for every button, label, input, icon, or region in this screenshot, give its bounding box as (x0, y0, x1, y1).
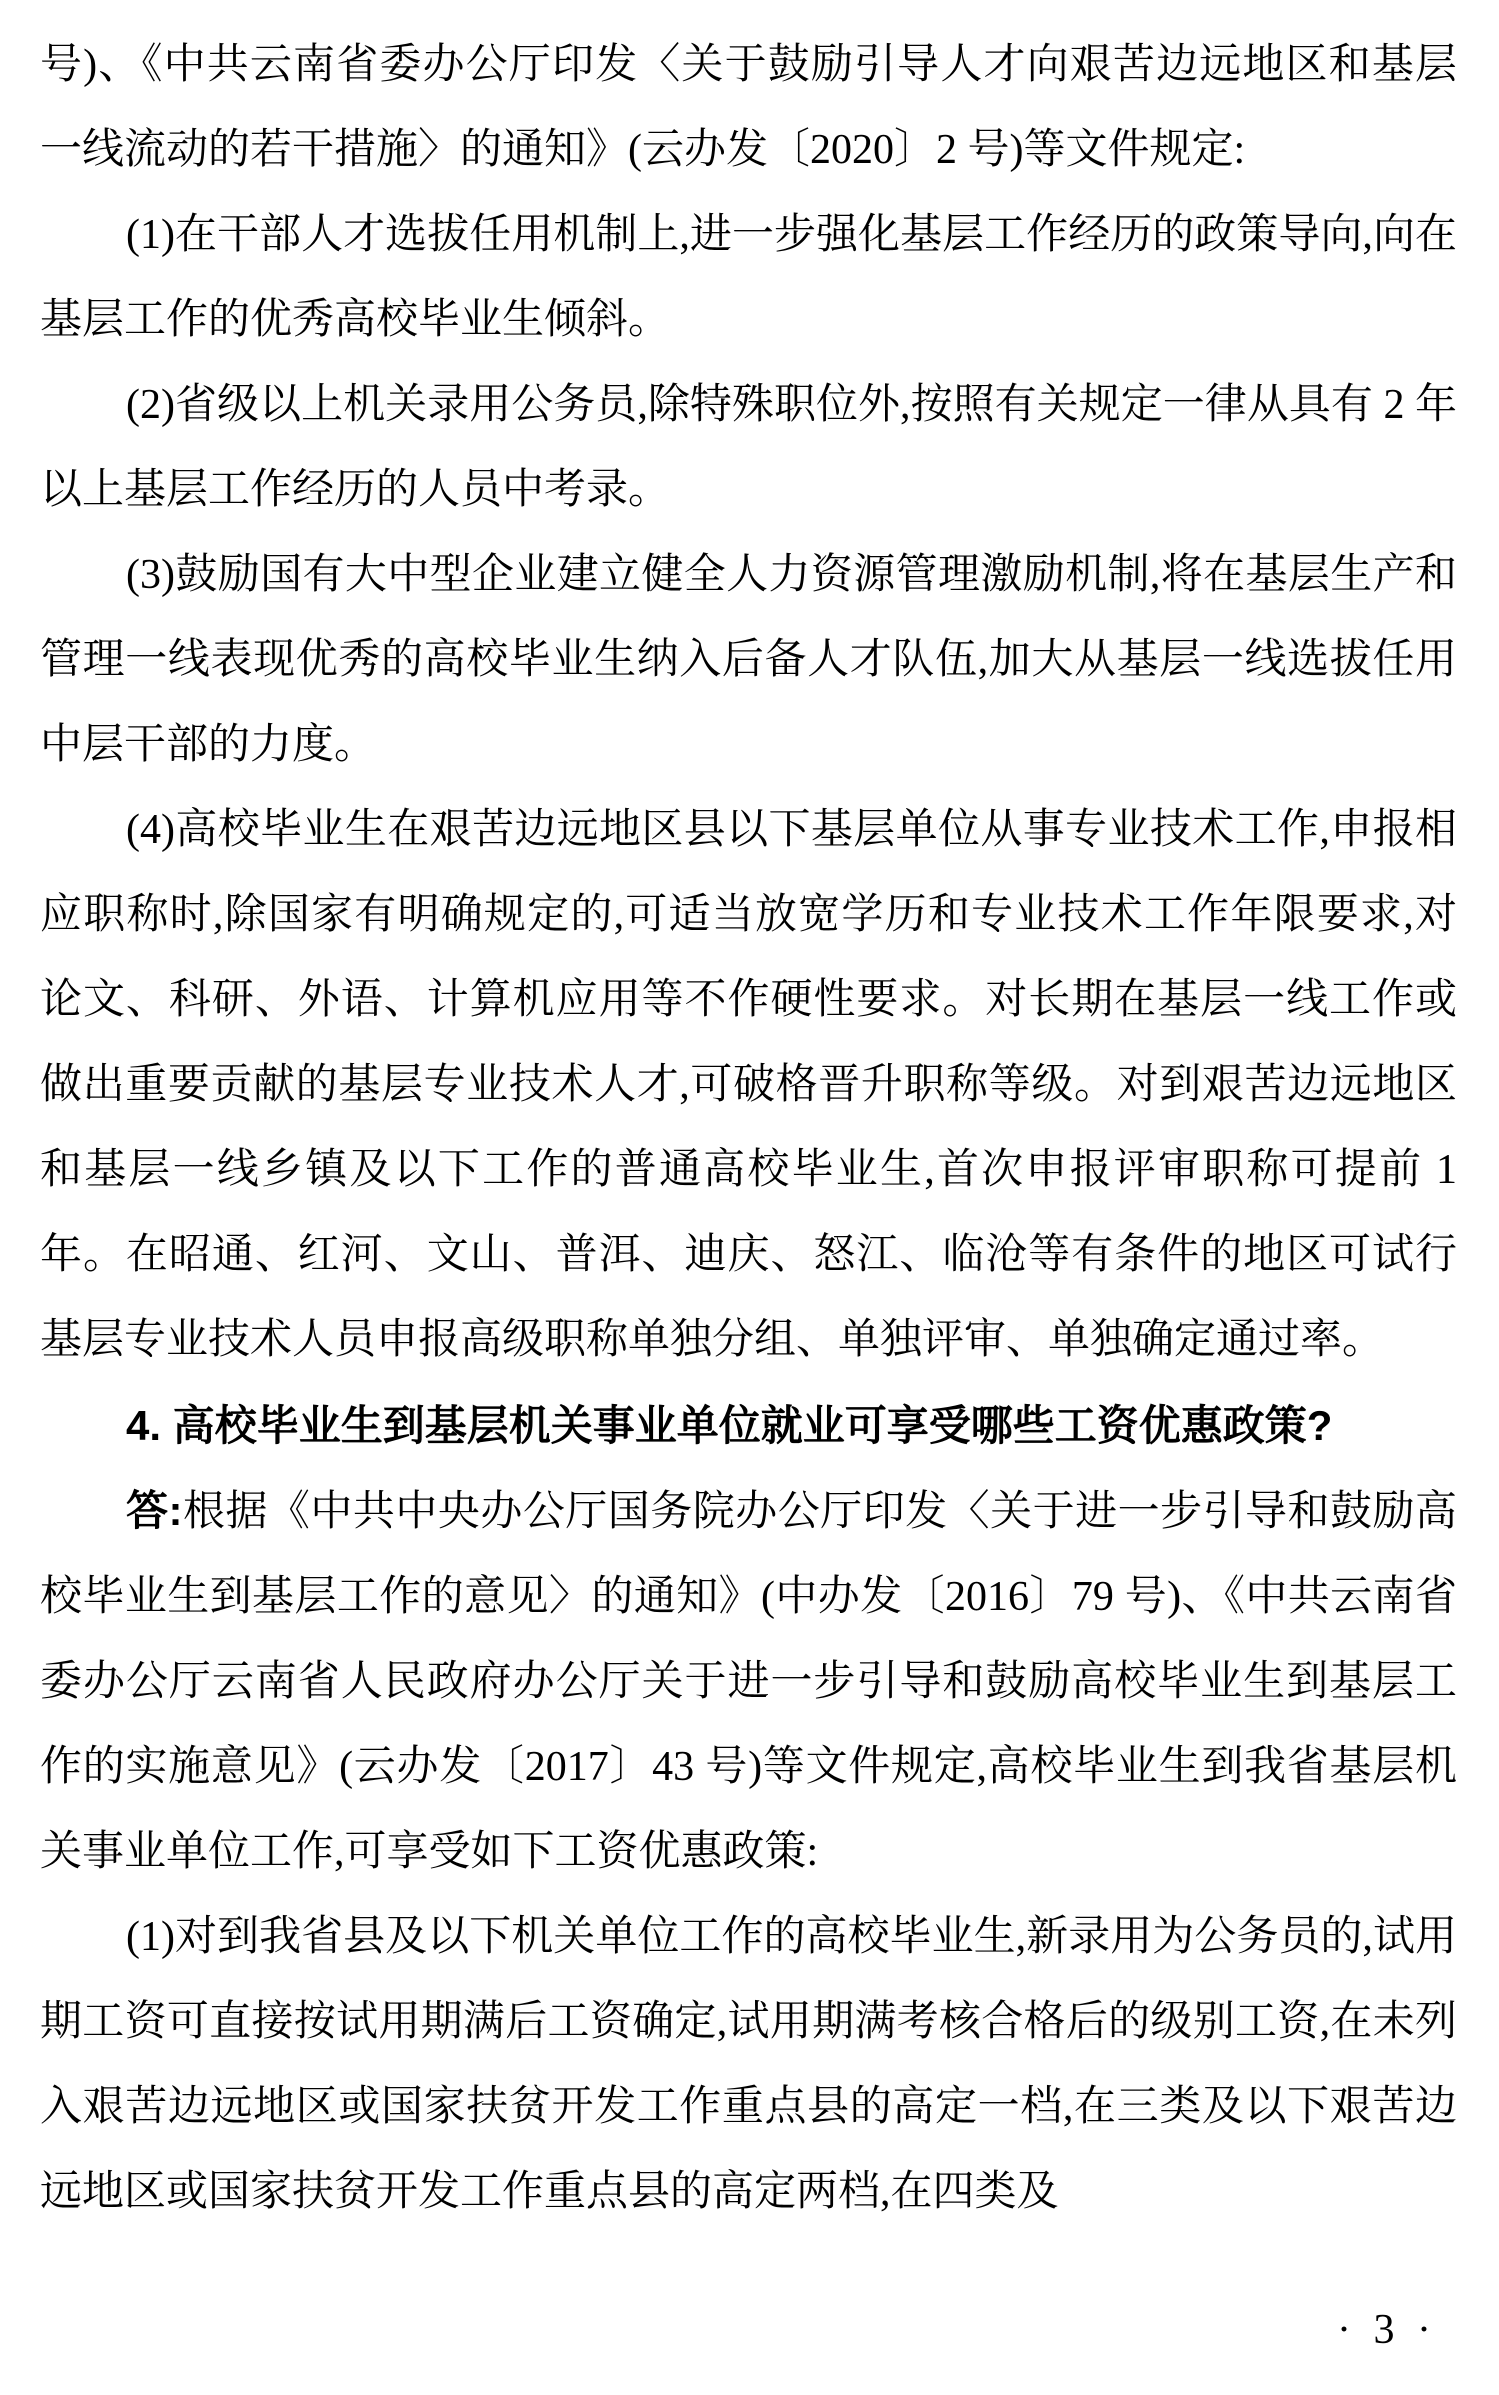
paragraph-item-4: (4)高校毕业生在艰苦边远地区县以下基层单位从事专业技术工作,申报相应职称时,除国家有明确规定的,可适当放宽学历和专业技术工作年限要求,对论文、科研、外语、计算机应用等不作硬性要求。对长期在基层一线工作或做出重要贡献的基层专业技术人才,可破格晋升职称等级。对到艰苦边远地区和基层一线乡镇及以下工作的普通高校毕业生,首次申报评审职称可提前 1 年。在昭通、红河、文山、普洱、迪庆、怒江、临沧等有条件的地区可试行基层专业技术人员申报高级职称单独分组、单独评审、单独确定通过率。 (40, 807, 1457, 1363)
page-number: · 3 · (1337, 2307, 1437, 2353)
paragraph-item-2: (2)省级以上机关录用公务员,除特殊职位外,按照有关规定一律从具有 2 年以上基层工作经历的人员中考录。 (40, 382, 1457, 513)
paragraph-item-3: (3)鼓励国有大中型企业建立健全人力资源管理激励机制,将在基层生产和管理一线表现优秀的高校毕业生纳入后备人才队伍,加大从基层一线选拔任用中层干部的力度。 (40, 552, 1457, 768)
answer-text: 根据《中共中央办公厅国务院办公厅印发〈关于进一步引导和鼓励高校毕业生到基层工作的意见〉的通知》(中办发〔2016〕79 号)、《中共云南省委办公厅云南省人民政府办公厅关于进一步引导和鼓励高校毕业生到基层工作的实施意见》(云办发〔2017〕43 号)等文件规定,高校毕业生到我省基层机关事业单位工作,可享受如下工资优惠政策: (40, 1489, 1457, 1875)
answer-paragraph (40, 1468, 1457, 1895)
paragraph-item-1: (1)在干部人才选拔任用机制上,进一步强化基层工作经历的政策导向,向在基层工作的优秀高校毕业生倾斜。 (40, 212, 1457, 343)
paragraph-wage-item-1: (1)对到我省县及以下机关单位工作的高校毕业生,新录用为公务员的,试用期工资可直接按试用期满后工资确定,试用期满考核合格后的级别工资,在未列入艰苦边远地区或国家扶贫开发工作重点县的高定一档,在三类及以下艰苦边远地区或国家扶贫开发工作重点县的高定两档,在四类及 (40, 1914, 1457, 2215)
paragraph-continuation: 号)、《中共云南省委办公厅印发〈关于鼓励引导人才向艰苦边远地区和基层一线流动的若干措施〉的通知》(云办发〔2020〕2 号)等文件规定: (40, 42, 1457, 173)
answer-prefix-label: 答: (126, 1487, 183, 1534)
question-heading: 4. 高校毕业生到基层机关事业单位就业可享受哪些工资优惠政策? (126, 1402, 1333, 1449)
